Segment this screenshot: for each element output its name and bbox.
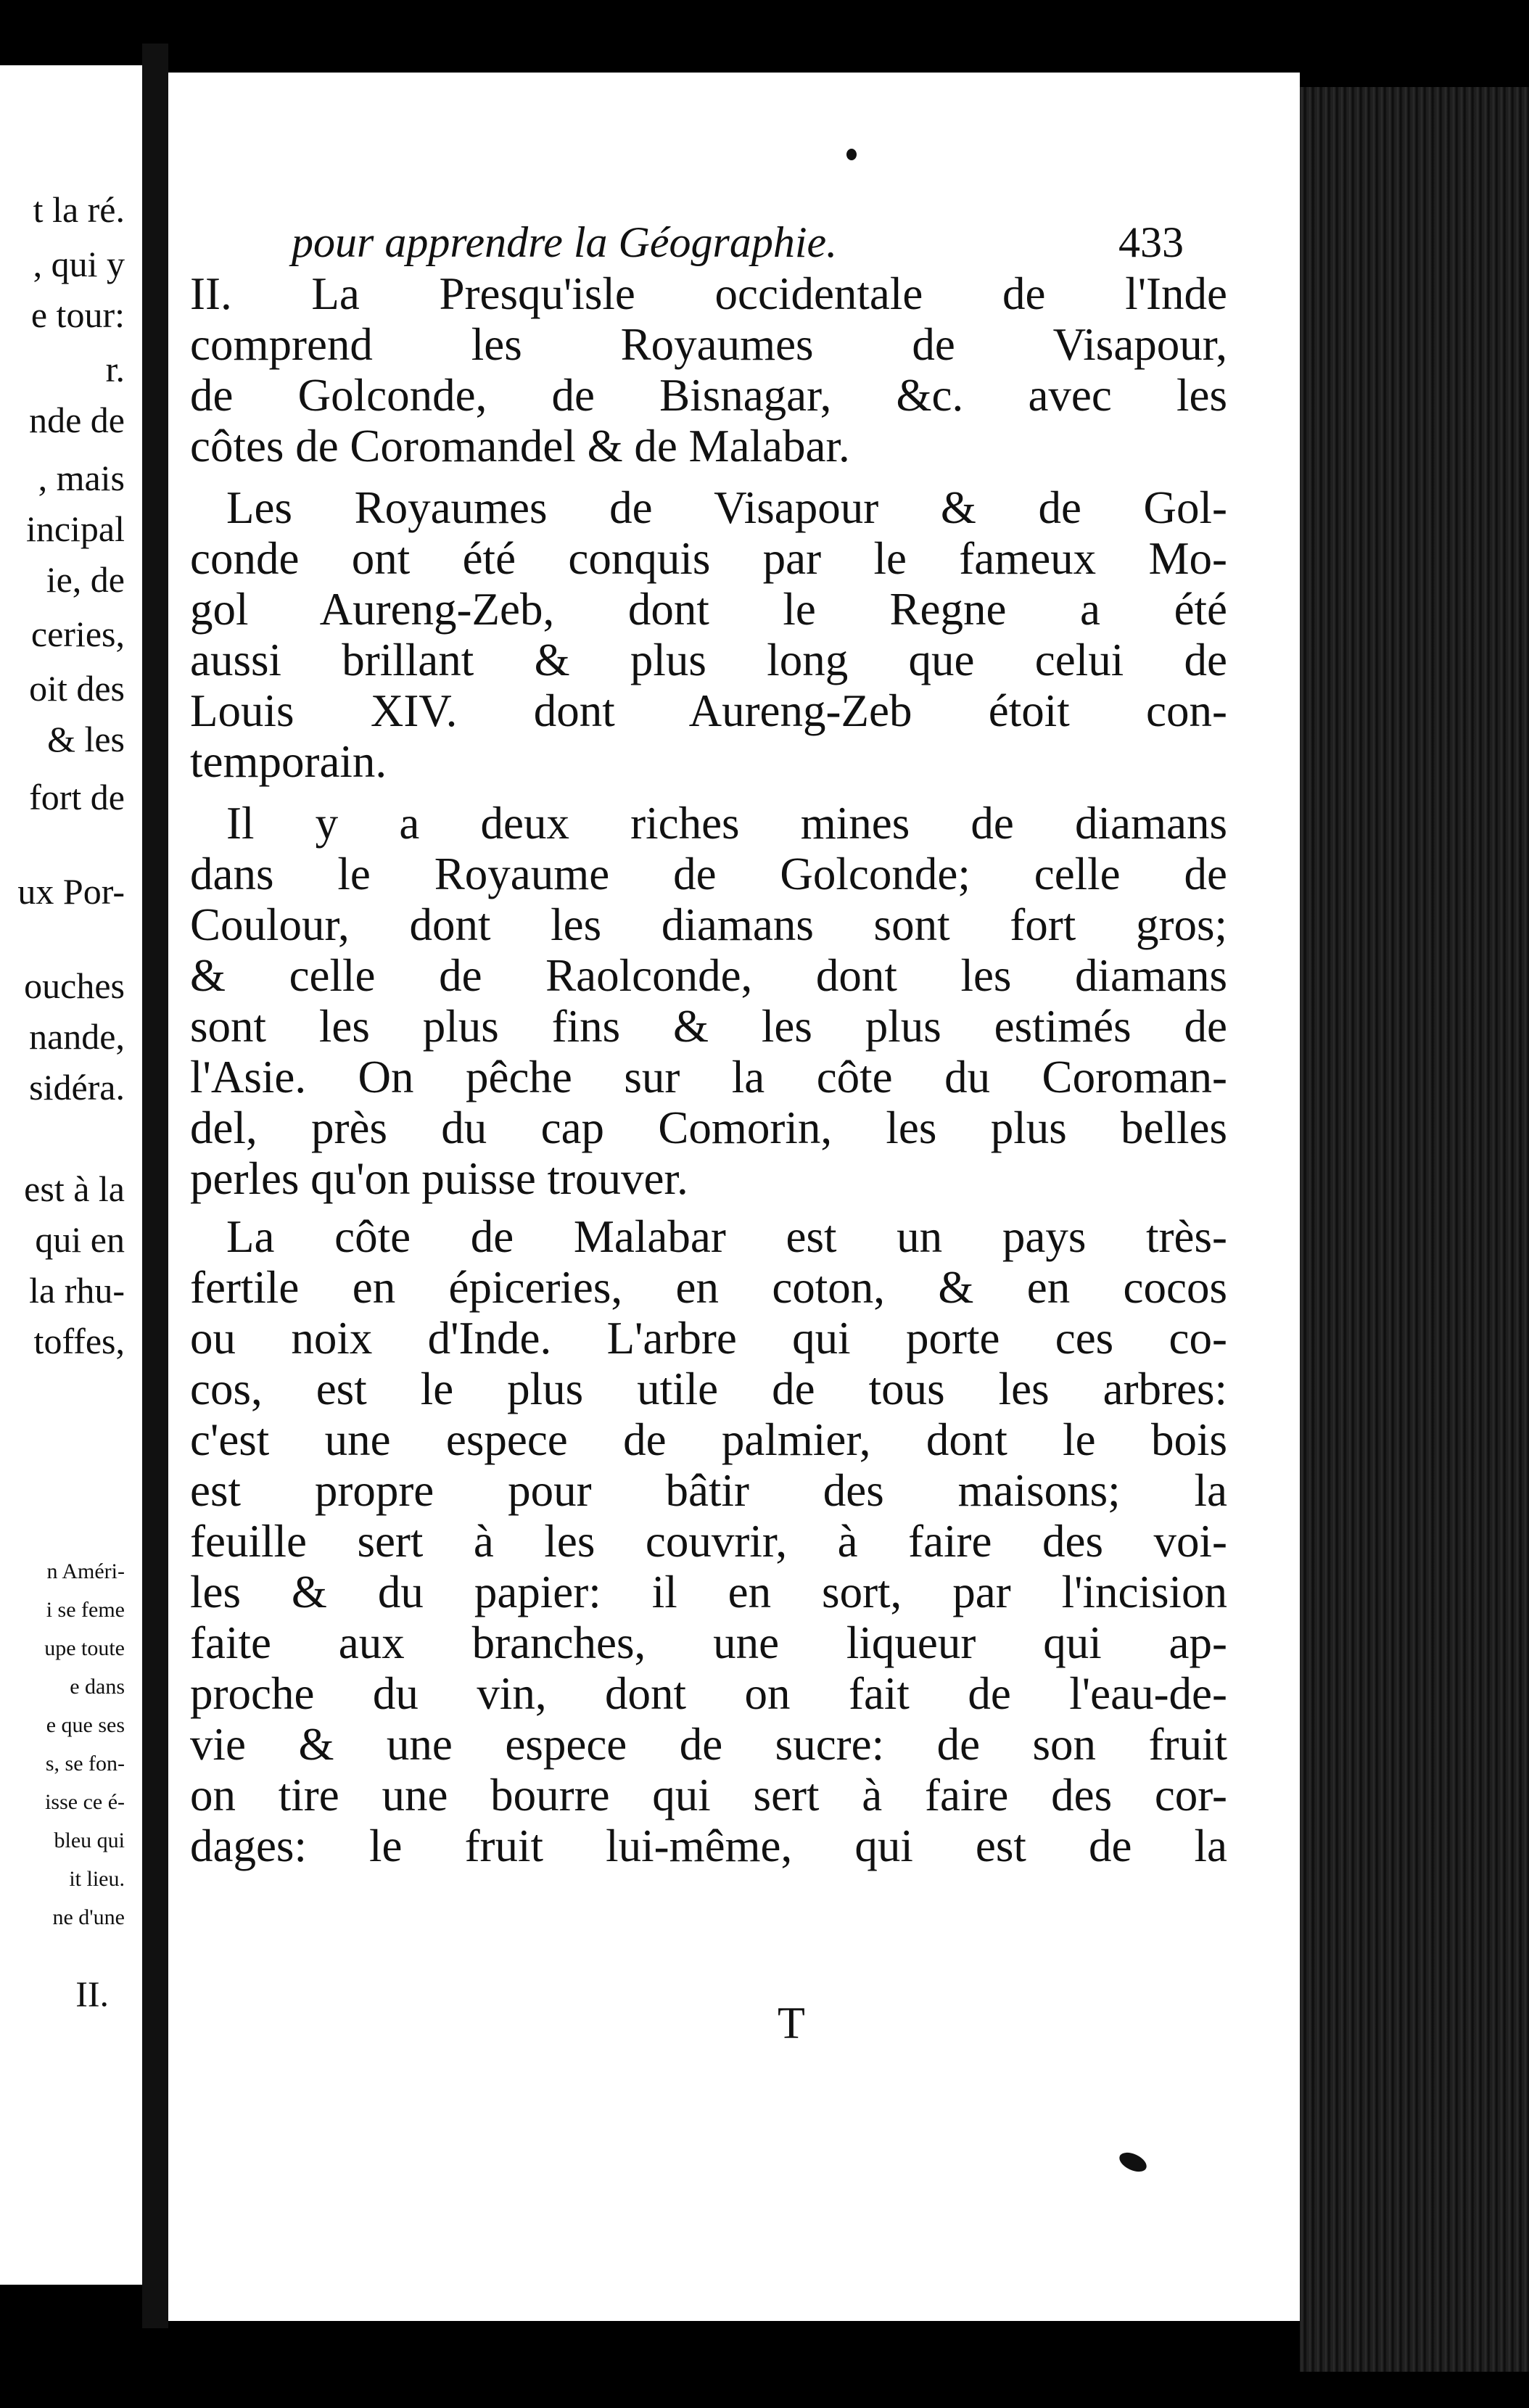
text-line: Il y a deux riches mines de diamans: [226, 798, 1227, 849]
text-line: les & du papier: il en sort, par l'incision: [190, 1567, 1227, 1617]
left-page-footnote-line: bleu qui: [54, 1828, 125, 1852]
left-page-line: incipal: [25, 508, 125, 549]
text-line: on tire une bourre qui sert à faire des cor-: [190, 1770, 1227, 1821]
text-line: proche du vin, dont on fait de l'eau-de-: [190, 1668, 1227, 1719]
left-page-line: & les: [47, 719, 125, 759]
signature-mark: T: [778, 1999, 805, 2048]
text-line: Louis XIV. dont Aureng-Zeb étoit con-: [190, 685, 1227, 736]
text-line: & celle de Raolconde, dont les diamans: [190, 950, 1227, 1001]
text-line: c'est une espece de palmier, dont le bois: [190, 1414, 1227, 1465]
text-line: sont les plus fins & les plus estimés de: [190, 1001, 1227, 1052]
text-line: conde ont été conquis par le fameux Mo-: [190, 533, 1227, 584]
left-page-line: nande,: [29, 1016, 125, 1057]
left-page-line: , mais: [38, 458, 125, 498]
previous-page-fragment: [0, 65, 145, 2285]
left-page-footnote-line: isse ce é-: [45, 1790, 125, 1814]
text-line: fertile en épiceries, en coton, & en cocos: [190, 1262, 1227, 1313]
left-page-footnote-line: n Améri-: [46, 1559, 125, 1583]
left-page-line: r.: [105, 349, 125, 389]
text-line: est propre pour bâtir des maisons; la: [190, 1465, 1227, 1516]
left-page-footnote-line: it lieu.: [69, 1867, 125, 1891]
left-page-footnote-line: upe toute: [44, 1636, 125, 1660]
left-page-footnote-line: ne d'une: [52, 1905, 125, 1929]
text-line: ou noix d'Inde. L'arbre qui porte ces co-: [190, 1313, 1227, 1364]
text-line: dages: le fruit lui-même, qui est de la: [190, 1821, 1227, 1871]
left-page-line: toffes,: [33, 1321, 125, 1361]
left-page-footnote-line: i se feme: [46, 1598, 125, 1622]
left-page-line: ie, de: [46, 559, 125, 600]
text-line: Coulour, dont les diamans sont fort gros;: [190, 899, 1227, 950]
text-line: cos, est le plus utile de tous les arbres:: [190, 1364, 1227, 1414]
left-page-line: la rhu-: [29, 1270, 125, 1311]
text-line: La côte de Malabar est un pays très-: [226, 1211, 1227, 1262]
text-line: dans le Royaume de Golconde; celle de: [190, 849, 1227, 899]
text-line: vie & une espece de sucre: de son fruit: [190, 1719, 1227, 1770]
book-gutter: [142, 44, 168, 2328]
left-page-line: ceries,: [30, 614, 125, 654]
left-page-footnote-line: s, se fon-: [45, 1752, 125, 1776]
left-page-line: ouches: [24, 965, 125, 1006]
left-page-line: sidéra.: [29, 1067, 125, 1108]
text-line: gol Aureng-Zeb, dont le Regne a été: [190, 584, 1227, 635]
running-head-title: pour apprendre la Géographie.: [292, 218, 838, 266]
text-line: II. La Presqu'isle occidentale de l'Inde: [190, 268, 1227, 319]
text-line: perles qu'on puisse trouver.: [190, 1153, 688, 1204]
text-line: aussi brillant & plus long que celui de: [190, 635, 1227, 685]
left-page-line: nde de: [29, 400, 125, 440]
left-page-line: , qui y: [33, 244, 125, 284]
text-line: l'Asie. On pêche sur la côte du Coroman-: [190, 1052, 1227, 1102]
text-line: temporain.: [190, 736, 387, 787]
left-page-line: fort de: [29, 777, 125, 817]
left-page-line: oit des: [29, 668, 125, 709]
ink-spot: [846, 149, 857, 160]
text-line: Les Royaumes de Visapour & de Gol-: [226, 482, 1227, 533]
left-page-line: qui en: [35, 1219, 125, 1260]
text-line: côtes de Coromandel & de Malabar.: [190, 421, 850, 471]
page-number: 433: [1118, 218, 1184, 266]
text-line: feuille sert à les couvrir, à faire des voi-: [190, 1516, 1227, 1567]
left-page-line: e tour:: [30, 294, 125, 335]
text-line: de Golconde, de Bisnagar, &c. avec les: [190, 370, 1227, 421]
text-line: comprend les Royaumes de Visapour,: [190, 319, 1227, 370]
left-page-signature: II.: [75, 1974, 109, 2014]
left-page-line: t la ré.: [33, 189, 125, 230]
left-page-line: ux Por-: [17, 871, 125, 912]
text-line: faite aux branches, une liqueur qui ap-: [190, 1617, 1227, 1668]
text-line: del, près du cap Comorin, les plus belles: [190, 1102, 1227, 1153]
page-edge-shadow: [1300, 87, 1529, 2372]
book-page: [168, 73, 1300, 2321]
left-page-line: est à la: [24, 1168, 125, 1209]
ink-spot: [1116, 2149, 1150, 2176]
left-page-footnote-line: e dans: [70, 1675, 125, 1699]
left-page-footnote-line: e que ses: [46, 1713, 125, 1737]
